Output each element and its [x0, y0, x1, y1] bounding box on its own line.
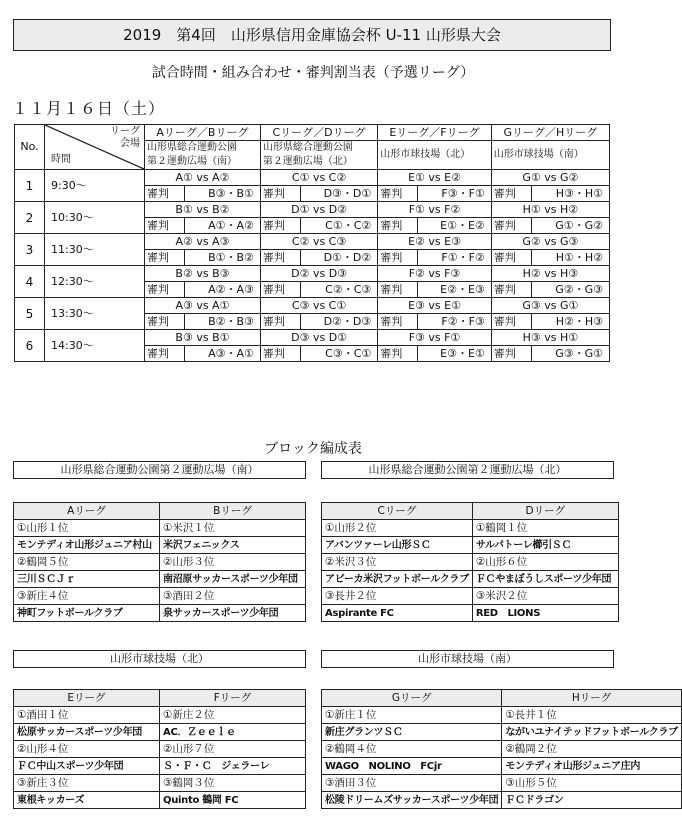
block-table	[321, 502, 619, 622]
corner-time-label: 時間	[51, 154, 71, 165]
matchup: H③ vs H①	[491, 330, 609, 346]
team-seed: ③酒田３位	[322, 775, 502, 792]
team-name: モンテディオ山形ジュニア村山	[14, 537, 160, 554]
page-title: 2019 第4回 山形県信用金庫協会杯 U-11 山形県大会	[13, 19, 611, 51]
referee-teams: C③・C①	[300, 346, 377, 362]
league-name: Cリーグ	[322, 503, 473, 520]
team-name: 松陵ドリームズサッカースポーツ少年団	[322, 792, 502, 809]
matchup: B① vs B②	[145, 202, 261, 218]
block-venue: 山形市球技場（北）	[13, 650, 306, 668]
matchup: E① vs E②	[378, 170, 492, 186]
referee-teams: H②・H③	[531, 314, 609, 330]
matchup: A③ vs A①	[145, 298, 261, 314]
league-header: Cリーグ／Dリーグ	[260, 125, 377, 141]
matchup: E③ vs E①	[378, 298, 492, 314]
matchup: B② vs B③	[145, 266, 261, 282]
team-seed: ③新庄３位	[14, 775, 160, 792]
block-title: ブロック編成表	[264, 441, 362, 457]
team-name: 米沢フェニックス	[160, 537, 306, 554]
team-name: Aspirante FC	[322, 605, 473, 622]
team-seed: ①酒田１位	[14, 707, 160, 724]
league-name: Hリーグ	[502, 690, 682, 707]
match-row	[15, 298, 610, 314]
referee-teams: E③・E①	[418, 346, 492, 362]
block-table	[13, 689, 306, 809]
team-seed: ①山形１位	[14, 520, 160, 537]
team-name: 松原サッカースポーツ少年団	[14, 724, 160, 741]
block-table	[321, 689, 682, 809]
team-seed: ②山形６位	[472, 554, 618, 571]
referee-teams: F③・F①	[418, 186, 492, 202]
referee-teams: A②・A③	[185, 282, 261, 298]
referee-teams: G①・G②	[531, 218, 609, 234]
seed-row	[322, 707, 682, 724]
referee-label: 審判	[260, 250, 300, 266]
matchup: G① vs G②	[491, 170, 609, 186]
team-seed: ③鶴岡３位	[160, 775, 306, 792]
referee-teams: A①・A②	[185, 218, 261, 234]
block-header-row	[14, 503, 306, 520]
block-table	[13, 502, 306, 622]
match-number: 6	[15, 330, 45, 362]
team-name: アビーカ米沢フットボールクラブ	[322, 571, 473, 588]
referee-teams: E①・E②	[418, 218, 492, 234]
matchup: E② vs E③	[378, 234, 492, 250]
team-name: ＦＣやまぼうしスポーツ少年団	[472, 571, 618, 588]
match-number: 4	[15, 266, 45, 298]
venue-header: 山形市球技場（南）	[491, 141, 609, 170]
team-name: Ｓ・Ｆ・Ｃ ジェラーレ	[160, 758, 306, 775]
referee-teams: C②・C③	[300, 282, 377, 298]
matchup: C③ vs C①	[260, 298, 377, 314]
league-name: Fリーグ	[160, 690, 306, 707]
team-row	[322, 758, 682, 775]
matchup: B③ vs B①	[145, 330, 261, 346]
referee-label: 審判	[145, 250, 185, 266]
team-row	[322, 724, 682, 741]
referee-teams: H③・H①	[531, 186, 609, 202]
matchup: A① vs A②	[145, 170, 261, 186]
referee-teams: D③・D①	[300, 186, 377, 202]
seed-row	[14, 588, 306, 605]
team-name: 泉サッカースポーツ少年団	[160, 605, 306, 622]
match-time: 13:30～	[45, 298, 145, 330]
matchup: F③ vs F①	[378, 330, 492, 346]
team-seed: ①米沢１位	[160, 520, 306, 537]
referee-teams: C①・C②	[300, 218, 377, 234]
match-number: 3	[15, 234, 45, 266]
seed-row	[322, 520, 619, 537]
venue-header: 山形市球技場（北）	[378, 141, 492, 170]
referee-label: 審判	[260, 314, 300, 330]
match-row	[15, 202, 610, 218]
referee-label: 審判	[491, 218, 531, 234]
referee-label: 審判	[491, 282, 531, 298]
team-row	[14, 571, 306, 588]
referee-label: 審判	[260, 346, 300, 362]
block-header-row	[322, 503, 619, 520]
block-venue: 山形県総合運動公園第２運動広場（南）	[13, 461, 306, 479]
team-row	[14, 537, 306, 554]
match-time: 12:30～	[45, 266, 145, 298]
team-seed: ③米沢２位	[472, 588, 618, 605]
team-name: 神町フットボールクラブ	[14, 605, 160, 622]
team-row	[14, 792, 306, 809]
referee-label: 審判	[260, 218, 300, 234]
referee-label: 審判	[145, 346, 185, 362]
venue-header: 山形県総合運動公園 第２運動広場（南）	[145, 141, 261, 170]
team-seed: ②鶴岡４位	[322, 741, 502, 758]
league-name: Aリーグ	[14, 503, 160, 520]
referee-teams: D②・D③	[300, 314, 377, 330]
league-name: Eリーグ	[14, 690, 160, 707]
referee-label: 審判	[378, 186, 418, 202]
matchup: G③ vs G①	[491, 298, 609, 314]
team-seed: ③酒田２位	[160, 588, 306, 605]
matchup: F① vs F②	[378, 202, 492, 218]
block-venue: 山形県総合運動公園第２運動広場（北）	[321, 461, 614, 479]
seed-row	[322, 554, 619, 571]
team-seed: ②山形３位	[160, 554, 306, 571]
seed-row	[322, 588, 619, 605]
referee-label: 審判	[378, 346, 418, 362]
referee-label: 審判	[260, 282, 300, 298]
match-time: 11:30～	[45, 234, 145, 266]
seed-row	[14, 741, 306, 758]
referee-label: 審判	[145, 186, 185, 202]
matchup: F② vs F③	[378, 266, 492, 282]
team-row	[322, 571, 619, 588]
match-number: 1	[15, 170, 45, 202]
team-name: 三川ＳＣＪｒ	[14, 571, 160, 588]
referee-label: 審判	[378, 314, 418, 330]
matchup: D① vs D②	[260, 202, 377, 218]
team-row	[322, 792, 682, 809]
matchup: G② vs G③	[491, 234, 609, 250]
team-row	[14, 758, 306, 775]
referee-teams: B①・B②	[185, 250, 261, 266]
referee-label: 審判	[378, 218, 418, 234]
block-header-row	[322, 690, 682, 707]
league-header: Eリーグ／Fリーグ	[378, 125, 492, 141]
referee-label: 審判	[378, 282, 418, 298]
match-row	[15, 170, 610, 186]
matchup: A② vs A③	[145, 234, 261, 250]
team-seed: ①新庄１位	[322, 707, 502, 724]
referee-label: 審判	[145, 218, 185, 234]
matchup: C② vs C③	[260, 234, 377, 250]
league-name: Gリーグ	[322, 690, 502, 707]
team-seed: ①鶴岡１位	[472, 520, 618, 537]
referee-label: 審判	[145, 314, 185, 330]
team-row	[14, 724, 306, 741]
seed-row	[14, 520, 306, 537]
corner-league-label: リーグ	[110, 126, 140, 137]
match-number: 2	[15, 202, 45, 234]
referee-teams: F①・F②	[418, 250, 492, 266]
team-name: 東根キッカーズ	[14, 792, 160, 809]
league-name: Bリーグ	[160, 503, 306, 520]
seed-row	[14, 775, 306, 792]
team-row	[322, 537, 619, 554]
team-name: モンテディオ山形ジュニア庄内	[502, 758, 682, 775]
match-row	[15, 266, 610, 282]
referee-teams: A③・A①	[185, 346, 261, 362]
team-row	[322, 605, 619, 622]
team-seed: ③山形５位	[502, 775, 682, 792]
team-name: ながいユナイテッドフットボールクラブ	[502, 724, 682, 741]
league-header: Gリーグ／Hリーグ	[491, 125, 609, 141]
match-row	[15, 330, 610, 346]
league-header: Aリーグ／Bリーグ	[145, 125, 261, 141]
referee-teams: B②・B③	[185, 314, 261, 330]
matchup: H② vs H③	[491, 266, 609, 282]
team-name: AC．Ｚｅｅｌｅ	[160, 724, 306, 741]
team-name: Quinto 鶴岡 FC	[160, 792, 306, 809]
team-seed: ①長井１位	[502, 707, 682, 724]
matchup: D② vs D③	[260, 266, 377, 282]
team-name: ＦＣドラゴン	[502, 792, 682, 809]
team-name: RED LIONS	[472, 605, 618, 622]
seed-row	[322, 741, 682, 758]
match-row	[15, 234, 610, 250]
corner-venue-label: 会場	[120, 138, 140, 149]
referee-label: 審判	[491, 346, 531, 362]
referee-label: 審判	[145, 282, 185, 298]
seed-row	[14, 707, 306, 724]
referee-label: 審判	[491, 186, 531, 202]
referee-teams: D①・D②	[300, 250, 377, 266]
team-name: 新庄グランツＳＣ	[322, 724, 502, 741]
block-header-row	[14, 690, 306, 707]
referee-teams: B③・B①	[185, 186, 261, 202]
team-name: サルパトーレ櫛引ＳＣ	[472, 537, 618, 554]
referee-label: 審判	[491, 250, 531, 266]
match-time: 14:30～	[45, 330, 145, 362]
venue-header: 山形県総合運動公園 第２運動広場（北）	[260, 141, 377, 170]
no-header: No.	[15, 125, 45, 170]
seed-row	[14, 554, 306, 571]
corner-header	[45, 125, 145, 170]
matchup: C① vs C②	[260, 170, 377, 186]
schedule-table	[14, 124, 610, 362]
team-row	[14, 605, 306, 622]
team-seed: ②山形７位	[160, 741, 306, 758]
league-name: Dリーグ	[472, 503, 618, 520]
team-seed: ③新庄４位	[14, 588, 160, 605]
page-subtitle: 試合時間・組み合わせ・審判割当表（予選リーグ）	[151, 65, 475, 81]
team-seed: ③長井２位	[322, 588, 473, 605]
referee-teams: H①・H②	[531, 250, 609, 266]
team-seed: ②鶴岡５位	[14, 554, 160, 571]
referee-label: 審判	[491, 314, 531, 330]
referee-teams: E②・E③	[418, 282, 492, 298]
team-seed: ①新庄２位	[160, 707, 306, 724]
referee-label: 審判	[378, 250, 418, 266]
match-number: 5	[15, 298, 45, 330]
team-seed: ②山形４位	[14, 741, 160, 758]
team-seed: ②米沢３位	[322, 554, 473, 571]
matchup: H① vs H②	[491, 202, 609, 218]
referee-teams: G②・G③	[531, 282, 609, 298]
match-time: 9:30～	[45, 170, 145, 202]
matchup: D③ vs D①	[260, 330, 377, 346]
match-time: 10:30～	[45, 202, 145, 234]
seed-row	[322, 775, 682, 792]
team-name: 南沼原サッカースポーツ少年団	[160, 571, 306, 588]
event-date: １１月１６日（土）	[12, 99, 166, 118]
referee-label: 審判	[260, 186, 300, 202]
referee-teams: G③・G①	[531, 346, 609, 362]
team-seed: ②鶴岡２位	[502, 741, 682, 758]
referee-teams: F②・F③	[418, 314, 492, 330]
team-seed: ①山形２位	[322, 520, 473, 537]
block-venue: 山形市球技場（南）	[321, 650, 614, 668]
team-name: ＦＣ中山スポーツ少年団	[14, 758, 160, 775]
team-name: アバンツァーレ山形ＳＣ	[322, 537, 473, 554]
team-name: WAGO NOLINO FCjr	[322, 758, 502, 775]
